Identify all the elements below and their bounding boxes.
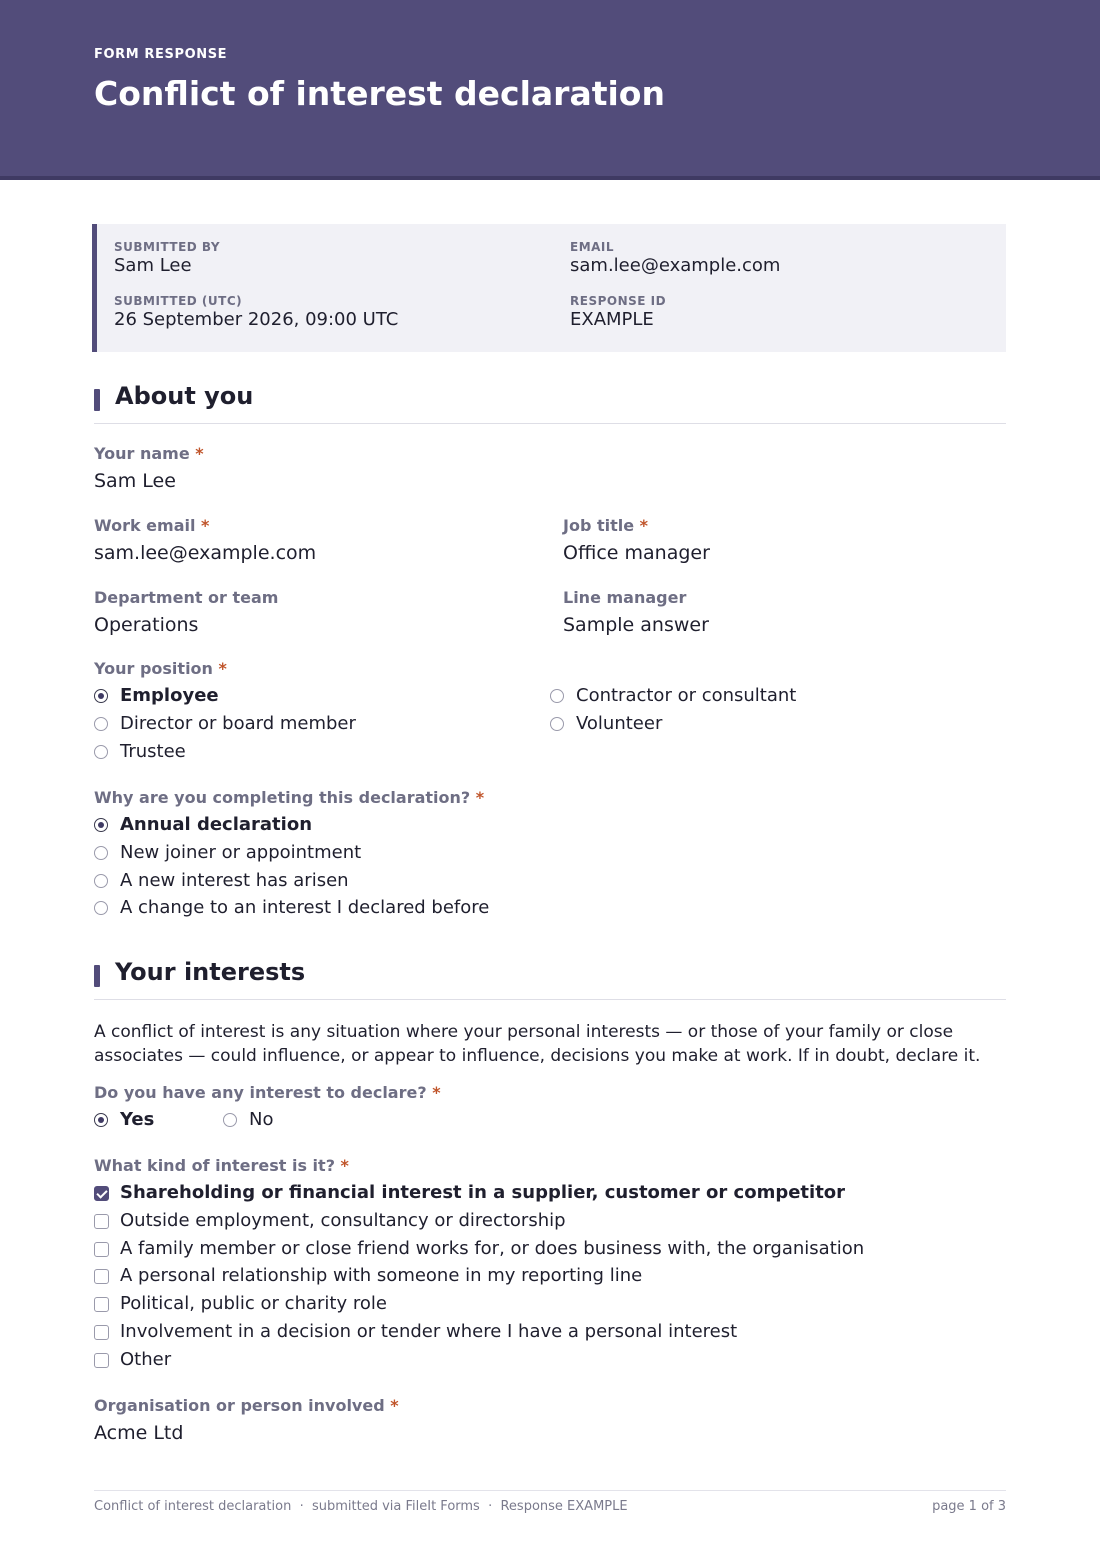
meta-email: EMAIL sam.lee@example.com: [570, 240, 781, 276]
meta-submitted-utc: SUBMITTED (UTC) 26 September 2026, 09:00 UTC: [114, 294, 399, 330]
radio-empty-icon: [223, 1113, 237, 1127]
radio-empty-icon: [94, 846, 108, 860]
checkbox-option[interactable]: Outside employment, consultancy or directorship: [94, 1210, 566, 1231]
radio-option[interactable]: New joiner or appointment: [94, 842, 361, 863]
field-position-label: Your position *: [94, 659, 227, 678]
radio-option[interactable]: Employee: [94, 685, 219, 706]
radio-selected-icon: [94, 689, 108, 703]
radio-selected-icon: [94, 1113, 108, 1127]
radio-empty-icon: [94, 717, 108, 731]
checkbox-option[interactable]: Involvement in a decision or tender where I have a personal interest: [94, 1321, 737, 1342]
checkbox-empty-icon: [94, 1353, 109, 1368]
section-accent-bar: [94, 389, 100, 411]
form-header: [0, 0, 1100, 180]
field-reason-label: Why are you completing this declaration? *: [94, 788, 485, 807]
checkbox-empty-icon: [94, 1325, 109, 1340]
radio-option[interactable]: Contractor or consultant: [550, 685, 796, 706]
page-footer: [94, 1490, 1006, 1514]
checkbox-empty-icon: [94, 1214, 109, 1229]
field-value: Operations: [94, 614, 199, 636]
radio-option[interactable]: Trustee: [94, 741, 186, 762]
radio-option[interactable]: Annual declaration: [94, 814, 312, 835]
checkbox-option[interactable]: A personal relationship with someone in my reporting line: [94, 1265, 642, 1286]
field-value: sam.lee@example.com: [94, 542, 317, 564]
checkbox-checked-icon: [94, 1186, 109, 1201]
radio-empty-icon: [550, 717, 564, 731]
radio-option[interactable]: A change to an interest I declared before: [94, 897, 489, 918]
checkbox-empty-icon: [94, 1242, 109, 1257]
checkbox-empty-icon: [94, 1269, 109, 1284]
field-interest-kind-label: What kind of interest is it? *: [94, 1156, 349, 1175]
field-work-email: Work email * sam.lee@example.com: [94, 516, 317, 564]
field-value: Acme Ltd: [94, 1422, 184, 1444]
radio-empty-icon: [94, 901, 108, 915]
section-your-interests: [94, 958, 1006, 1000]
page-number: page 1 of 3: [932, 1499, 1006, 1514]
radio-option[interactable]: A new interest has arisen: [94, 870, 349, 891]
field-value: Sam Lee: [94, 470, 176, 492]
radio-option[interactable]: Director or board member: [94, 713, 356, 734]
radio-selected-icon: [94, 818, 108, 832]
radio-option-yes[interactable]: Yes: [94, 1109, 154, 1130]
meta-submitted-by: SUBMITTED BY Sam Lee: [114, 240, 221, 276]
section-intro-text: A conflict of interest is any situation where your personal interests — or those of your family or close associates — could influence, or appear to influence, decisions you make at work. If in doubt, declare it.: [94, 1022, 981, 1066]
checkbox-option[interactable]: Other: [94, 1349, 171, 1370]
field-your-name: Your name * Sam Lee: [94, 444, 204, 492]
field-job-title: Job title * Office manager: [563, 516, 710, 564]
field-value: Sample answer: [563, 614, 709, 636]
radio-empty-icon: [94, 874, 108, 888]
footer-info: Conflict of interest declaration · submitted via FileIt Forms · Response EXAMPLE: [94, 1499, 628, 1514]
field-value: Office manager: [563, 542, 710, 564]
radio-empty-icon: [94, 745, 108, 759]
form-eyebrow: FORM RESPONSE: [94, 47, 228, 62]
checkbox-empty-icon: [94, 1297, 109, 1312]
field-organisation: Organisation or person involved * Acme Ltd: [94, 1396, 399, 1444]
section-about-you: [94, 382, 1006, 424]
section-title: Your interests: [115, 958, 306, 986]
radio-option-no[interactable]: No: [223, 1109, 273, 1130]
field-line-manager: Line manager Sample answer: [563, 588, 709, 636]
checkbox-option[interactable]: A family member or close friend works for, or does business with, the organisation: [94, 1238, 864, 1259]
form-title: Conflict of interest declaration: [94, 74, 665, 113]
section-title: About you: [115, 382, 254, 410]
checkbox-option[interactable]: Shareholding or financial interest in a supplier, customer or competitor: [94, 1182, 845, 1203]
radio-empty-icon: [550, 689, 564, 703]
field-department: Department or team Operations: [94, 588, 279, 636]
meta-response-id: RESPONSE ID EXAMPLE: [570, 294, 667, 330]
radio-option[interactable]: Volunteer: [550, 713, 662, 734]
submission-meta-panel: [92, 224, 1006, 352]
section-accent-bar: [94, 965, 100, 987]
field-has-interest-label: Do you have any interest to declare? *: [94, 1083, 441, 1102]
checkbox-option[interactable]: Political, public or charity role: [94, 1293, 387, 1314]
